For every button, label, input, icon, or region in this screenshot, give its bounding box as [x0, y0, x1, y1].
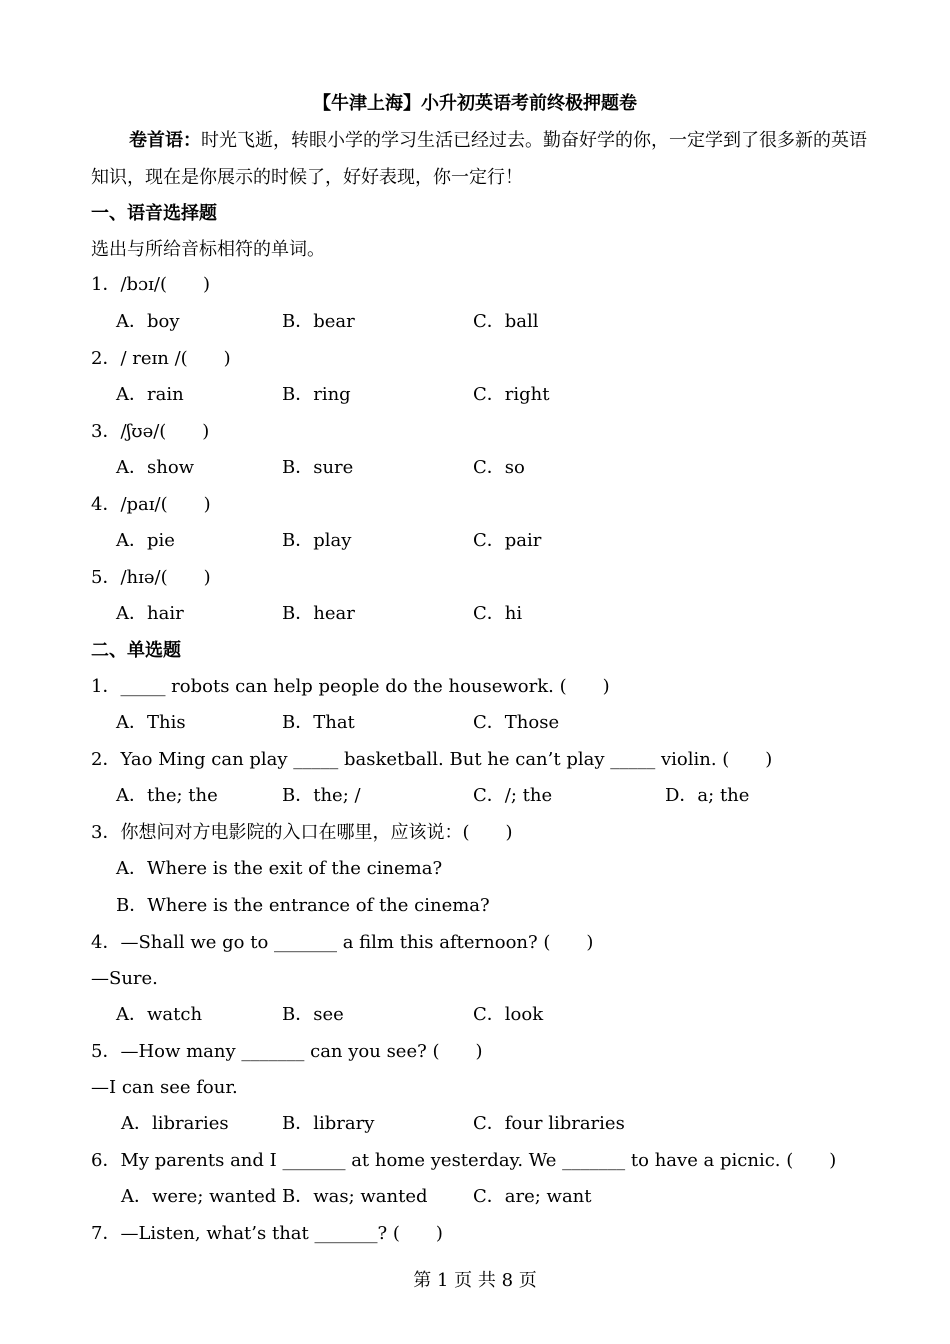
s2-q2-option-b[interactable]: B．the; /	[282, 785, 361, 806]
s1-q1-option-a[interactable]: A．boy	[116, 311, 180, 332]
s1-q5-option-a[interactable]: A．hair	[116, 603, 184, 624]
s1-q3-option-c[interactable]: C．so	[473, 457, 525, 478]
s2-q3-option-a[interactable]: A．Where is the exit of the cinema?	[116, 858, 443, 879]
s2-q2-option-d[interactable]: D．a; the	[665, 785, 750, 806]
s2-q2-stem: 2．Yao Ming can play _____ basketball. But he can’t play _____ violin. ( )	[91, 749, 773, 770]
s1-q4-option-a[interactable]: A．pie	[116, 530, 175, 551]
s2-q4-stem: 4．—Shall we go to _______ a film this afternoon? ( )	[91, 932, 594, 953]
s2-q5-stem: 5．—How many _______ can you see? ( )	[91, 1041, 483, 1062]
s2-q3-option-b[interactable]: B．Where is the entrance of the cinema?	[116, 895, 490, 916]
s2-q6-option-c[interactable]: C．are; want	[473, 1186, 592, 1207]
s2-q6-option-b[interactable]: B．was; wanted	[282, 1186, 428, 1207]
s2-q6-option-a[interactable]: A．were; wanted	[121, 1186, 277, 1207]
s2-q6-stem: 6．My parents and I _______ at home yesterday. We _______ to have a picnic. ( )	[91, 1150, 837, 1171]
section2-heading: 二、单选题	[91, 640, 181, 661]
s1-q2-option-a[interactable]: A．rain	[116, 384, 184, 405]
s2-q2-option-a[interactable]: A．the; the	[116, 785, 218, 806]
s2-q4-option-b[interactable]: B．see	[282, 1004, 344, 1025]
page-footer: 第 1 页 共 8 页	[413, 1270, 537, 1291]
s1-q4-option-b[interactable]: B．play	[282, 530, 352, 551]
s2-q4-option-c[interactable]: C．look	[473, 1004, 544, 1025]
s1-q2-option-b[interactable]: B．ring	[282, 384, 351, 405]
s1-q1-stem: 1．/bɔɪ/( )	[91, 274, 210, 295]
s1-q4-option-c[interactable]: C．pair	[473, 530, 542, 551]
s1-q3-stem: 3．/ʃʊə/( )	[91, 421, 210, 442]
s1-q3-option-b[interactable]: B．sure	[282, 457, 354, 478]
s2-q7-stem: 7．—Listen, what’s that _______? ( )	[91, 1223, 443, 1244]
s2-q5-option-c[interactable]: C．four libraries	[473, 1113, 625, 1134]
s2-q4-option-a[interactable]: A．watch	[116, 1004, 203, 1025]
page-title: 【牛津上海】小升初英语考前终极押题卷	[313, 93, 637, 114]
s1-q3-option-a[interactable]: A．show	[116, 457, 195, 478]
s1-q5-stem: 5．/hɪə/( )	[91, 567, 211, 588]
s1-q5-option-c[interactable]: C．hi	[473, 603, 523, 624]
intro-paragraph	[91, 122, 871, 196]
s1-q1-option-c[interactable]: C．ball	[473, 311, 539, 332]
s2-q5-reply: —I can see four.	[91, 1077, 238, 1098]
s2-q1-option-b[interactable]: B．That	[282, 712, 355, 733]
section1-instruction: 选出与所给音标相符的单词。	[91, 239, 325, 260]
s2-q1-option-c[interactable]: C．Those	[473, 712, 560, 733]
section1-heading: 一、语音选择题	[91, 203, 217, 224]
intro-label: 卷首语：	[129, 130, 201, 151]
s2-q1-option-a[interactable]: A．This	[116, 712, 186, 733]
s2-q3-stem: 3．你想问对方电影院的入口在哪里，应该说：( )	[91, 822, 513, 843]
s1-q2-option-c[interactable]: C．right	[473, 384, 550, 405]
s1-q5-option-b[interactable]: B．hear	[282, 603, 355, 624]
s1-q1-option-b[interactable]: B．bear	[282, 311, 355, 332]
intro-text: 时光飞逝，转眼小学的学习生活已经过去。勤奋好学的你，一定学到了很多新的英语知识，现在是你展示的时候了，好好表现，你一定行！	[91, 130, 867, 188]
s2-q1-stem: 1．_____ robots can help people do the housework. ( )	[91, 676, 610, 697]
s2-q2-option-c[interactable]: C．/; the	[473, 785, 553, 806]
s2-q5-option-a[interactable]: A．libraries	[121, 1113, 229, 1134]
s2-q5-option-b[interactable]: B．library	[282, 1113, 375, 1134]
s1-q4-stem: 4．/paɪ/( )	[91, 494, 211, 515]
s1-q2-stem: 2．/ reɪn /( )	[91, 348, 231, 369]
s2-q4-reply: —Sure.	[91, 968, 158, 989]
